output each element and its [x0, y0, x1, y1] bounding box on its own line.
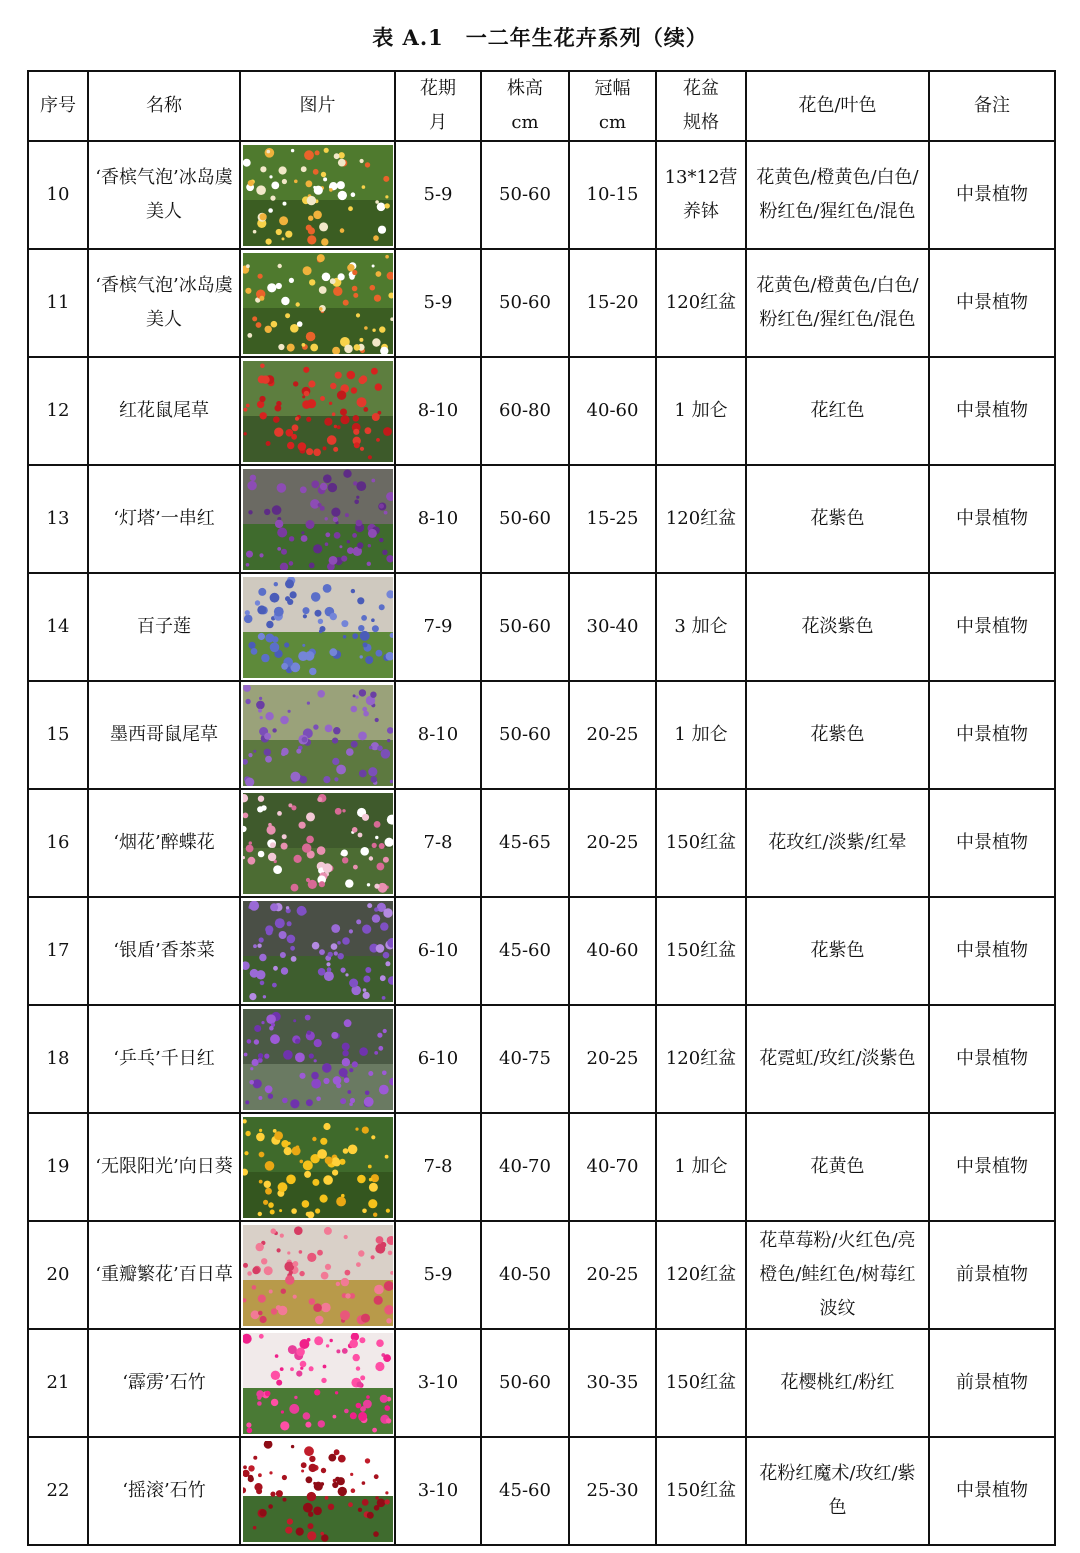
cell-height: 45-60	[481, 1437, 569, 1545]
cell-index: 14	[28, 573, 88, 681]
cell-note: 中景植物	[929, 789, 1055, 897]
header-pot: 花盆 规格	[656, 71, 746, 141]
purple-salvia-photo	[243, 469, 393, 570]
table-row	[28, 1005, 1055, 1113]
cell-name: 百子莲	[88, 573, 240, 681]
cell-color: 花黄色/橙黄色/白色/粉红色/猩红色/混色	[746, 249, 929, 357]
cell-width: 40-60	[569, 897, 656, 1005]
cell-width: 40-70	[569, 1113, 656, 1221]
cell-bloom: 5-9	[395, 249, 481, 357]
cell-note: 中景植物	[929, 465, 1055, 573]
header-bloom: 花期 月	[395, 71, 481, 141]
cell-width: 40-60	[569, 357, 656, 465]
header-height: 株高 cm	[481, 71, 569, 141]
sunflower-photo	[243, 1117, 393, 1218]
cell-color: 花黄色/橙黄色/白色/粉红色/猩红色/混色	[746, 141, 929, 249]
table-row	[28, 465, 1055, 573]
table-row	[28, 141, 1055, 249]
cell-note: 中景植物	[929, 141, 1055, 249]
cell-image	[240, 249, 395, 357]
cell-height: 50-60	[481, 249, 569, 357]
cell-color: 花紫色	[746, 897, 929, 1005]
cell-bloom: 5-9	[395, 1221, 481, 1329]
cell-pot: 1 加仑	[656, 1113, 746, 1221]
plectranthus-photo	[243, 901, 393, 1002]
cleome-photo	[243, 793, 393, 894]
cell-height: 50-60	[481, 1329, 569, 1437]
gomphrena-photo	[243, 1009, 393, 1110]
cell-color: 花黄色	[746, 1113, 929, 1221]
table-row	[28, 1221, 1055, 1329]
cell-name: ‘银盾’香茶菜	[88, 897, 240, 1005]
cell-name: ‘烟花’醉蝶花	[88, 789, 240, 897]
cell-name: ‘摇滚’石竹	[88, 1437, 240, 1545]
cell-height: 45-65	[481, 789, 569, 897]
cell-width: 15-20	[569, 249, 656, 357]
header-name: 名称	[88, 71, 240, 141]
cell-pot: 150红盆	[656, 1329, 746, 1437]
table-row	[28, 897, 1055, 1005]
cell-width: 20-25	[569, 681, 656, 789]
cell-name: ‘乒乓’千日红	[88, 1005, 240, 1113]
cell-name: ‘重瓣繁花’百日草	[88, 1221, 240, 1329]
cell-pot: 1 加仑	[656, 357, 746, 465]
table-row	[28, 789, 1055, 897]
cell-height: 40-50	[481, 1221, 569, 1329]
cell-image	[240, 1437, 395, 1545]
table-caption: 表 A.1 一二年生花卉系列（续）	[372, 25, 708, 50]
cell-bloom: 8-10	[395, 465, 481, 573]
cell-width: 30-40	[569, 573, 656, 681]
flower-table	[27, 70, 1056, 1546]
cell-pot: 120红盆	[656, 1221, 746, 1329]
header-row	[28, 71, 1055, 141]
header-image: 图片	[240, 71, 395, 141]
cell-note: 中景植物	[929, 573, 1055, 681]
cell-name: ‘霹雳’石竹	[88, 1329, 240, 1437]
table-row	[28, 681, 1055, 789]
cell-note: 中景植物	[929, 1005, 1055, 1113]
cell-index: 22	[28, 1437, 88, 1545]
cell-name: ‘无限阳光’向日葵	[88, 1113, 240, 1221]
table-row	[28, 1329, 1055, 1437]
cell-width: 30-35	[569, 1329, 656, 1437]
cell-pot: 13*12营养钵	[656, 141, 746, 249]
cell-index: 19	[28, 1113, 88, 1221]
table-row	[28, 1113, 1055, 1221]
zinnia-photo	[243, 1225, 393, 1326]
table-row	[28, 249, 1055, 357]
cell-image	[240, 573, 395, 681]
cell-pot: 150红盆	[656, 1437, 746, 1545]
cell-index: 15	[28, 681, 88, 789]
cell-image	[240, 141, 395, 249]
cell-name: ‘灯塔’一串红	[88, 465, 240, 573]
cell-image	[240, 1005, 395, 1113]
cell-bloom: 8-10	[395, 681, 481, 789]
mexican-sage-photo	[243, 685, 393, 786]
cell-bloom: 7-8	[395, 1113, 481, 1221]
header-color: 花色/叶色	[746, 71, 929, 141]
cell-pot: 120红盆	[656, 1005, 746, 1113]
cell-index: 16	[28, 789, 88, 897]
cell-width: 25-30	[569, 1437, 656, 1545]
cell-index: 13	[28, 465, 88, 573]
cell-pot: 120红盆	[656, 249, 746, 357]
cell-index: 17	[28, 897, 88, 1005]
cell-height: 45-60	[481, 897, 569, 1005]
cell-color: 花紫色	[746, 681, 929, 789]
cell-image	[240, 897, 395, 1005]
cell-index: 11	[28, 249, 88, 357]
cell-height: 40-75	[481, 1005, 569, 1113]
cell-pot: 150红盆	[656, 897, 746, 1005]
header-width: 冠幅 cm	[569, 71, 656, 141]
header-index: 序号	[28, 71, 88, 141]
cell-index: 18	[28, 1005, 88, 1113]
table-row	[28, 1437, 1055, 1545]
cell-height: 50-60	[481, 681, 569, 789]
cell-height: 50-60	[481, 465, 569, 573]
cell-bloom: 5-9	[395, 141, 481, 249]
cell-width: 20-25	[569, 789, 656, 897]
cell-color: 花霓虹/玫红/淡紫色	[746, 1005, 929, 1113]
cell-width: 10-15	[569, 141, 656, 249]
cell-height: 50-60	[481, 573, 569, 681]
cell-pot: 1 加仑	[656, 681, 746, 789]
cell-image	[240, 465, 395, 573]
cell-bloom: 7-8	[395, 789, 481, 897]
cell-bloom: 8-10	[395, 357, 481, 465]
cell-note: 中景植物	[929, 249, 1055, 357]
cell-note: 前景植物	[929, 1329, 1055, 1437]
cell-name: 红花鼠尾草	[88, 357, 240, 465]
cell-image	[240, 789, 395, 897]
cell-height: 50-60	[481, 141, 569, 249]
cell-index: 10	[28, 141, 88, 249]
cell-name: ‘香槟气泡’冰岛虞美人	[88, 141, 240, 249]
cell-height: 60-80	[481, 357, 569, 465]
table-row	[28, 357, 1055, 465]
cell-color: 花粉红魔术/玫红/紫色	[746, 1437, 929, 1545]
cell-index: 12	[28, 357, 88, 465]
cell-note: 中景植物	[929, 357, 1055, 465]
cell-image	[240, 357, 395, 465]
cell-width: 15-25	[569, 465, 656, 573]
scarlet-sage-photo	[243, 361, 393, 462]
cell-note: 中景植物	[929, 1437, 1055, 1545]
cell-bloom: 3-10	[395, 1437, 481, 1545]
cell-height: 40-70	[481, 1113, 569, 1221]
cell-name: 墨西哥鼠尾草	[88, 681, 240, 789]
dianthus-pink-photo	[243, 1333, 393, 1434]
cell-bloom: 7-9	[395, 573, 481, 681]
cell-pot: 120红盆	[656, 465, 746, 573]
cell-name: ‘香槟气泡’冰岛虞美人	[88, 249, 240, 357]
iceland-poppy-photo	[243, 253, 393, 354]
cell-image	[240, 681, 395, 789]
cell-bloom: 3-10	[395, 1329, 481, 1437]
agapanthus-photo	[243, 577, 393, 678]
cell-color: 花淡紫色	[746, 573, 929, 681]
cell-color: 花红色	[746, 357, 929, 465]
cell-index: 21	[28, 1329, 88, 1437]
table-row	[28, 573, 1055, 681]
cell-bloom: 6-10	[395, 897, 481, 1005]
cell-color: 花樱桃红/粉红	[746, 1329, 929, 1437]
cell-note: 中景植物	[929, 681, 1055, 789]
cell-image	[240, 1113, 395, 1221]
cell-image	[240, 1329, 395, 1437]
cell-color: 花紫色	[746, 465, 929, 573]
cell-color: 花玫红/淡紫/红晕	[746, 789, 929, 897]
cell-note: 中景植物	[929, 1113, 1055, 1221]
cell-note: 前景植物	[929, 1221, 1055, 1329]
iceland-poppy-photo	[243, 145, 393, 246]
cell-color: 花草莓粉/火红色/亮橙色/鲑红色/树莓红波纹	[746, 1221, 929, 1329]
dianthus-red-photo	[243, 1441, 393, 1542]
cell-pot: 3 加仑	[656, 573, 746, 681]
cell-index: 20	[28, 1221, 88, 1329]
cell-bloom: 6-10	[395, 1005, 481, 1113]
cell-note: 中景植物	[929, 897, 1055, 1005]
header-note: 备注	[929, 71, 1055, 141]
cell-pot: 150红盆	[656, 789, 746, 897]
cell-width: 20-25	[569, 1005, 656, 1113]
cell-width: 20-25	[569, 1221, 656, 1329]
cell-image	[240, 1221, 395, 1329]
